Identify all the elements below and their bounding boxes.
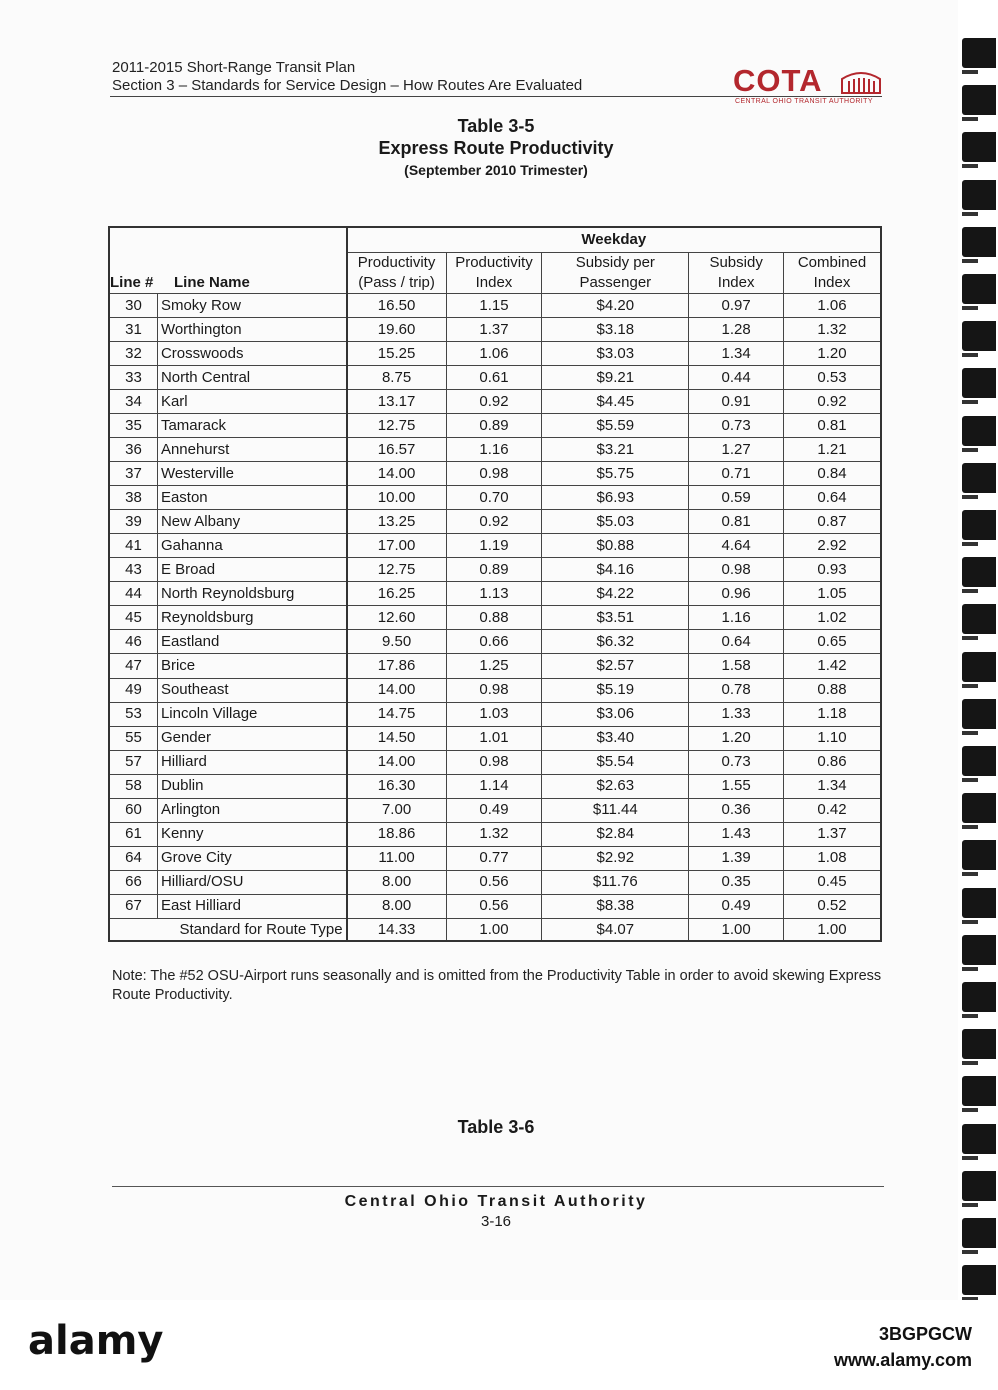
binding-ring (962, 604, 996, 634)
productivity-index-value: 0.88 (446, 606, 542, 630)
productivity-value: 13.25 (347, 510, 446, 534)
combined-index-value: 1.20 (784, 342, 881, 366)
running-header (112, 59, 582, 95)
subsidy-index-value: 1.28 (689, 318, 784, 342)
subsidy-value: $11.44 (542, 798, 689, 822)
subsidy-value: $5.75 (542, 462, 689, 486)
subsidy-value: $4.45 (542, 390, 689, 414)
binding-ring (962, 1218, 996, 1248)
table-row (109, 654, 881, 678)
subsidy-index-value: 0.81 (689, 510, 784, 534)
binding-ring (962, 274, 996, 304)
binding-ring (962, 699, 996, 729)
productivity-value: 12.60 (347, 606, 446, 630)
line-name: Annehurst (157, 438, 346, 462)
subsidy-index-value: 0.64 (689, 630, 784, 654)
productivity-value: 17.86 (347, 654, 446, 678)
line-number: 57 (109, 750, 157, 774)
subsidy-value: $11.76 (542, 870, 689, 894)
subsidy-value: $5.54 (542, 750, 689, 774)
productivity-value: 8.00 (347, 894, 446, 918)
combined-index-value: 0.93 (784, 558, 881, 582)
line-number: 35 (109, 414, 157, 438)
table-row (109, 438, 881, 462)
binding-ring (962, 888, 996, 918)
combined-index-value: 0.86 (784, 750, 881, 774)
productivity-value: 12.75 (347, 414, 446, 438)
logo-tagline: CENTRAL OHIO TRANSIT AUTHORITY (735, 98, 873, 105)
binding-ring (962, 982, 996, 1012)
productivity-value: 13.17 (347, 390, 446, 414)
stock-image-id: 3BGPGCW (878, 1324, 972, 1344)
line-name: Tamarack (157, 414, 346, 438)
line-name: Hilliard/OSU (157, 870, 346, 894)
subsidy-index-value: 1.58 (689, 654, 784, 678)
line-number: 55 (109, 726, 157, 750)
subsidy-index-value: 0.36 (689, 798, 784, 822)
productivity-value: 14.50 (347, 726, 446, 750)
logo-wordmark: COTA (733, 63, 823, 98)
subsidy-value: $4.16 (542, 558, 689, 582)
productivity-value: 7.00 (347, 798, 446, 822)
subsidy-index-value: 0.91 (689, 390, 784, 414)
subsidy-index-value: 1.34 (689, 342, 784, 366)
productivity-index-value: 1.06 (446, 342, 542, 366)
subsidy-index-value: 1.55 (689, 774, 784, 798)
binding-ring (962, 321, 996, 351)
line-name: Kenny (157, 822, 346, 846)
subsidy-value: $3.40 (542, 726, 689, 750)
line-number: 30 (109, 294, 157, 318)
col-line-number: Line # (110, 274, 154, 291)
binding-ring (962, 1029, 996, 1059)
combined-index-value: 0.84 (784, 462, 881, 486)
productivity-value: 16.50 (347, 294, 446, 318)
subsidy-value: $2.57 (542, 654, 689, 678)
productivity-index-value: 0.89 (446, 414, 542, 438)
table-row (109, 318, 881, 342)
combined-index-value: 0.92 (784, 390, 881, 414)
table-row (109, 294, 881, 318)
line-name: Hilliard (157, 750, 346, 774)
line-number: 33 (109, 366, 157, 390)
line-number: 39 (109, 510, 157, 534)
line-name: Reynoldsburg (157, 606, 346, 630)
binding-ring (962, 840, 996, 870)
subsidy-index-value: 0.98 (689, 558, 784, 582)
table-row (109, 678, 881, 702)
subsidy-value: $8.38 (542, 894, 689, 918)
combined-index-value: 1.37 (784, 822, 881, 846)
line-number: 41 (109, 534, 157, 558)
next-table-number: Table 3-6 (457, 1117, 535, 1137)
subsidy-index-value: 0.49 (689, 894, 784, 918)
binding-ring (962, 793, 996, 823)
col-line-name: Line Name (174, 274, 250, 291)
line-number: 53 (109, 702, 157, 726)
binding-ring (962, 368, 996, 398)
binding-ring (962, 935, 996, 965)
combined-index-value: 1.05 (784, 582, 881, 606)
combined-index-value: 1.02 (784, 606, 881, 630)
combined-index-value: 0.45 (784, 870, 881, 894)
line-name: New Albany (157, 510, 346, 534)
subsidy-value: $4.20 (542, 294, 689, 318)
combined-index-value: 0.53 (784, 366, 881, 390)
line-number: 49 (109, 678, 157, 702)
subsidy-index-value: 0.71 (689, 462, 784, 486)
col-combined-index: Combined Index (784, 253, 881, 294)
line-number: 67 (109, 894, 157, 918)
table-row (109, 750, 881, 774)
subsidy-index-value: 1.20 (689, 726, 784, 750)
table-row (109, 798, 881, 822)
col-subsidy-index: Subsidy Index (689, 253, 784, 294)
binding-ring (962, 1124, 996, 1154)
line-number: 64 (109, 846, 157, 870)
footer-organization: Central Ohio Transit Authority (344, 1193, 648, 1210)
table-number: Table 3-5 (457, 116, 535, 136)
productivity-index-value: 1.13 (446, 582, 542, 606)
combined-index-value: 1.32 (784, 318, 881, 342)
productivity-value: 12.75 (347, 558, 446, 582)
table-row (109, 726, 881, 750)
line-name: East Hilliard (157, 894, 346, 918)
table-subtitle: (September 2010 Trimester) (404, 162, 588, 178)
line-name: Karl (157, 390, 346, 414)
line-name: E Broad (157, 558, 346, 582)
line-name: North Central (157, 366, 346, 390)
combined-index-value: 0.42 (784, 798, 881, 822)
binding-ring (962, 85, 996, 115)
productivity-index-value: 0.70 (446, 486, 542, 510)
table-row (109, 534, 881, 558)
productivity-value: 10.00 (347, 486, 446, 510)
productivity-value: 14.75 (347, 702, 446, 726)
productivity-value: 18.86 (347, 822, 446, 846)
productivity-index-value: 1.19 (446, 534, 542, 558)
header-section-title: Section 3 – Standards for Service Design – How Routes Are Evaluated (112, 77, 583, 94)
productivity-index-value: 1.32 (446, 822, 542, 846)
subsidy-value: $6.93 (542, 486, 689, 510)
productivity-value: 14.00 (347, 750, 446, 774)
line-number: 37 (109, 462, 157, 486)
combined-index-value: 1.34 (784, 774, 881, 798)
productivity-index-value: 0.92 (446, 510, 542, 534)
productivity-value: 11.00 (347, 846, 446, 870)
table-row (109, 894, 881, 918)
productivity-index-value: 0.66 (446, 630, 542, 654)
table-row (109, 414, 881, 438)
productivity-value: 9.50 (347, 630, 446, 654)
combined-index-value: 0.52 (784, 894, 881, 918)
table-row (109, 606, 881, 630)
table-row (109, 846, 881, 870)
subsidy-value: $3.06 (542, 702, 689, 726)
subsidy-value: $5.59 (542, 414, 689, 438)
line-number: 46 (109, 630, 157, 654)
line-name: Easton (157, 486, 346, 510)
table-title: Express Route Productivity (378, 138, 614, 158)
productivity-value: 17.00 (347, 534, 446, 558)
table-row (109, 630, 881, 654)
table-row (109, 342, 881, 366)
line-name: Westerville (157, 462, 346, 486)
table-row (109, 582, 881, 606)
binding-ring (962, 557, 996, 587)
combined-index-value: 0.88 (784, 678, 881, 702)
line-number: 60 (109, 798, 157, 822)
subsidy-index-value: 0.78 (689, 678, 784, 702)
productivity-index-value: 0.98 (446, 750, 542, 774)
line-number: 47 (109, 654, 157, 678)
cota-logo (733, 64, 885, 110)
stock-url: www.alamy.com (833, 1350, 972, 1370)
subsidy-value: $9.21 (542, 366, 689, 390)
footer-divider (112, 1186, 884, 1187)
line-name: Brice (157, 654, 346, 678)
line-number: 44 (109, 582, 157, 606)
line-name: Lincoln Village (157, 702, 346, 726)
productivity-index-value: 0.56 (446, 894, 542, 918)
binding-ring (962, 746, 996, 776)
binding-ring (962, 227, 996, 257)
standard-value: $4.07 (542, 919, 689, 942)
binding-ring (962, 132, 996, 162)
productivity-value: 14.00 (347, 462, 446, 486)
line-name: Gahanna (157, 534, 346, 558)
stock-logo: alamy (28, 1318, 164, 1364)
table-row (109, 558, 881, 582)
table-row (109, 510, 881, 534)
subsidy-index-value: 0.35 (689, 870, 784, 894)
col-subsidy: Subsidy per Passenger (542, 253, 689, 294)
subsidy-index-value: 0.59 (689, 486, 784, 510)
standard-value: 1.00 (784, 919, 881, 942)
combined-index-value: 0.64 (784, 486, 881, 510)
productivity-index-value: 1.25 (446, 654, 542, 678)
binding-rings (958, 0, 998, 1300)
productivity-index-value: 0.77 (446, 846, 542, 870)
subsidy-value: $5.19 (542, 678, 689, 702)
subsidy-index-value: 0.73 (689, 750, 784, 774)
table-row (109, 462, 881, 486)
line-number: 36 (109, 438, 157, 462)
line-number: 32 (109, 342, 157, 366)
combined-index-value: 1.18 (784, 702, 881, 726)
header-plan-title: 2011-2015 Short-Range Transit Plan (112, 59, 356, 76)
productivity-value: 16.25 (347, 582, 446, 606)
table-row (109, 390, 881, 414)
binding-ring (962, 416, 996, 446)
subsidy-index-value: 0.97 (689, 294, 784, 318)
productivity-index-value: 0.56 (446, 870, 542, 894)
combined-index-value: 0.81 (784, 414, 881, 438)
line-number: 34 (109, 390, 157, 414)
subsidy-value: $0.88 (542, 534, 689, 558)
subsidy-value: $2.63 (542, 774, 689, 798)
productivity-index-value: 1.16 (446, 438, 542, 462)
weekday-group-header: Weekday (347, 227, 881, 253)
subsidy-index-value: 4.64 (689, 534, 784, 558)
line-name: North Reynoldsburg (157, 582, 346, 606)
table-row (109, 774, 881, 798)
subsidy-value: $6.32 (542, 630, 689, 654)
productivity-index-value: 1.01 (446, 726, 542, 750)
line-header-cell (109, 227, 347, 294)
line-name: Smoky Row (157, 294, 346, 318)
binding-ring (962, 180, 996, 210)
col-productivity-index: Productivity Index (446, 253, 542, 294)
standard-value: 1.00 (689, 919, 784, 942)
table-note: Note: The #52 OSU-Airport runs seasonally and is omitted from the Productivity Table in order to avoid skewing Express Route Productivity. (112, 968, 882, 1003)
binding-ring (962, 1171, 996, 1201)
subsidy-index-value: 0.44 (689, 366, 784, 390)
line-number: 43 (109, 558, 157, 582)
subsidy-value: $3.21 (542, 438, 689, 462)
productivity-index-value: 1.37 (446, 318, 542, 342)
line-name: Arlington (157, 798, 346, 822)
productivity-index-value: 0.98 (446, 678, 542, 702)
productivity-value: 16.57 (347, 438, 446, 462)
subsidy-value: $3.51 (542, 606, 689, 630)
line-name: Eastland (157, 630, 346, 654)
line-number: 38 (109, 486, 157, 510)
productivity-index-value: 0.49 (446, 798, 542, 822)
binding-ring (962, 510, 996, 540)
standard-value: 14.33 (347, 919, 446, 942)
productivity-index-value: 1.15 (446, 294, 542, 318)
productivity-value: 8.75 (347, 366, 446, 390)
line-name: Dublin (157, 774, 346, 798)
combined-index-value: 2.92 (784, 534, 881, 558)
standard-row (109, 919, 881, 942)
line-name: Grove City (157, 846, 346, 870)
line-number: 45 (109, 606, 157, 630)
line-name: Gender (157, 726, 346, 750)
table-row (109, 486, 881, 510)
subsidy-index-value: 1.39 (689, 846, 784, 870)
subsidy-value: $3.03 (542, 342, 689, 366)
subsidy-value: $4.22 (542, 582, 689, 606)
productivity-index-value: 0.98 (446, 462, 542, 486)
col-productivity: Productivity (Pass / trip) (347, 253, 446, 294)
line-name: Crosswoods (157, 342, 346, 366)
table-row (109, 702, 881, 726)
subsidy-index-value: 1.27 (689, 438, 784, 462)
productivity-value: 16.30 (347, 774, 446, 798)
line-number: 66 (109, 870, 157, 894)
productivity-index-value: 0.92 (446, 390, 542, 414)
productivity-table (108, 226, 882, 942)
line-number: 61 (109, 822, 157, 846)
building-icon (840, 69, 882, 95)
productivity-value: 19.60 (347, 318, 446, 342)
subsidy-value: $2.92 (542, 846, 689, 870)
standard-value: 1.00 (446, 919, 542, 942)
combined-index-value: 1.06 (784, 294, 881, 318)
line-name: Worthington (157, 318, 346, 342)
combined-index-value: 1.08 (784, 846, 881, 870)
combined-index-value: 1.10 (784, 726, 881, 750)
subsidy-index-value: 0.96 (689, 582, 784, 606)
table-row (109, 822, 881, 846)
subsidy-index-value: 0.73 (689, 414, 784, 438)
binding-ring (962, 1265, 996, 1295)
productivity-value: 15.25 (347, 342, 446, 366)
page-number: 3-16 (480, 1213, 512, 1230)
subsidy-index-value: 1.33 (689, 702, 784, 726)
line-number: 31 (109, 318, 157, 342)
subsidy-value: $3.18 (542, 318, 689, 342)
combined-index-value: 0.87 (784, 510, 881, 534)
standard-label: Standard for Route Type (109, 919, 347, 942)
table-row (109, 366, 881, 390)
productivity-index-value: 1.03 (446, 702, 542, 726)
combined-index-value: 0.65 (784, 630, 881, 654)
productivity-index-value: 0.89 (446, 558, 542, 582)
binding-ring (962, 652, 996, 682)
binding-ring (962, 1076, 996, 1106)
productivity-value: 8.00 (347, 870, 446, 894)
combined-index-value: 1.42 (784, 654, 881, 678)
subsidy-value: $2.84 (542, 822, 689, 846)
productivity-index-value: 0.61 (446, 366, 542, 390)
binding-ring (962, 38, 996, 68)
table-body (109, 294, 881, 919)
subsidy-index-value: 1.16 (689, 606, 784, 630)
combined-index-value: 1.21 (784, 438, 881, 462)
productivity-value: 14.00 (347, 678, 446, 702)
line-number: 58 (109, 774, 157, 798)
subsidy-index-value: 1.43 (689, 822, 784, 846)
subsidy-value: $5.03 (542, 510, 689, 534)
line-name: Southeast (157, 678, 346, 702)
binding-ring (962, 463, 996, 493)
productivity-index-value: 1.14 (446, 774, 542, 798)
table-row (109, 870, 881, 894)
